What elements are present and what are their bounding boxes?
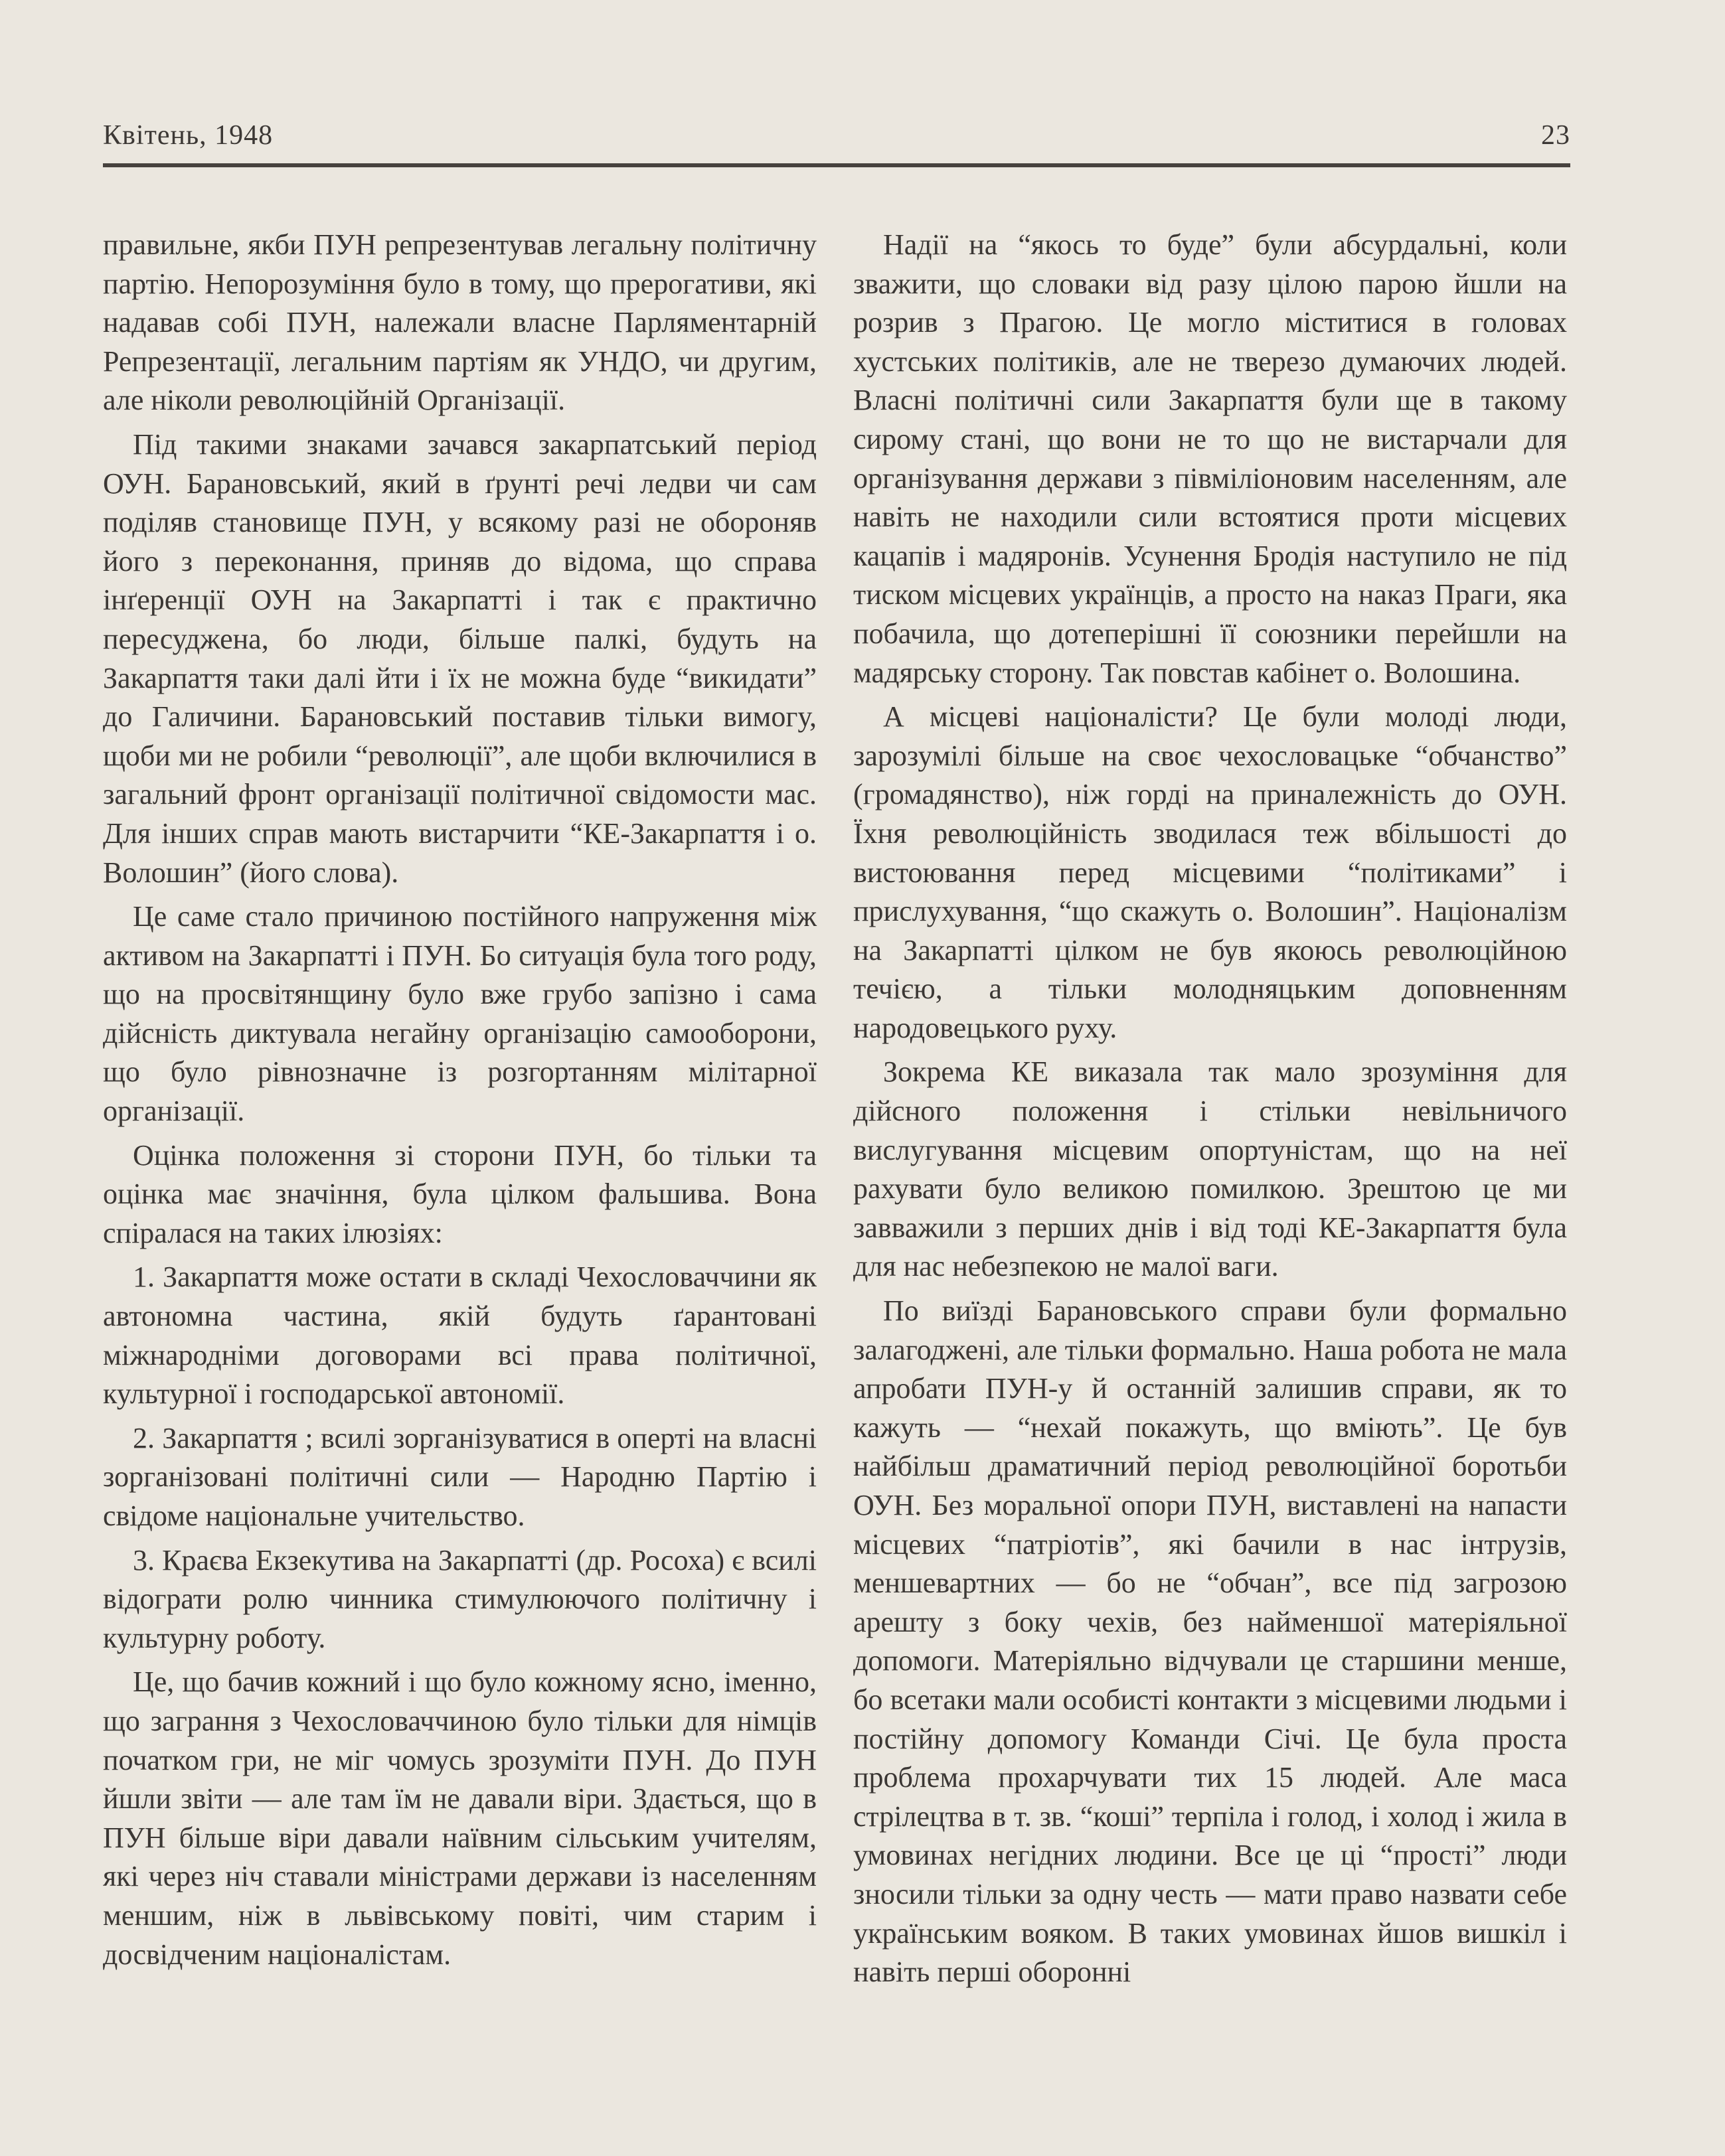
paragraph: правильне, якби ПУН репрезентував легальну політичну партію. Непорозуміння було в тому, що прерогативи, які надавав собі ПУН, належали власне Парляментарній Репрезентації, легальним партіям як УНДО, чи другим, але ніколи революційній Організації. xyxy=(103,228,817,417)
page-header xyxy=(103,119,1570,159)
list-item: 2. Закарпаття ; всилі зорганізуватися в оперті на власні зорганізовані політичні сили — Народню Партію і свідоме національне учительство. xyxy=(103,1421,817,1532)
header-rule xyxy=(103,163,1570,167)
paragraph: Це саме стало причиною постійного напруження між активом на Закарпатті і ПУН. Бо ситуація була того роду, що на просвітянщину було вже грубо запізно і сама дійсність диктувала негайну організацію самооборони, що було рівнозначне із розгортанням мілітарної організації. xyxy=(103,900,817,1128)
list-item: 3. Краєва Екзекутива на Закарпатті (др. Росоха) є всилі відограти ролю чинника стимулюючого політичну і культурну роботу. xyxy=(103,1543,817,1654)
paragraph: По виїзді Барановського справи були формально залагоджені, але тільки формально. Наша робота не мала апробати ПУН-у й останній залишив справи, як то кажуть — “нехай покажуть, що вміють”. Це був найбільш драматичний період революційної боротьби ОУН. Без моральної опори ПУН, виставлені на напасти місцевих “патріотів”, які бачили в нас інтрузів, меншевартних — бо не “обчан”, все під загрозою арешту з боку чехів, без найменшої матеріяльної допомоги. Матеріяльно відчували це старшини менше, бо всетаки мали особисті контакти з місцевими людьми і постійну допомогу Команди Січі. Це була проста проблема прохарчувати тих 15 людей. Але маса стрілецтва в т. зв. “коші” терпіла і голод, і холод і жила в умовинах негідних людини. Все це ці “прості” люди зносили тільки за одну честь — мати право назвати себе українським вояком. В таких умовинах йшов вишкіл і навіть перші оборонні xyxy=(853,1294,1567,1989)
right-column xyxy=(853,226,1567,1997)
header-date: Квітень, 1948 xyxy=(103,120,274,151)
paragraph: А місцеві націоналісти? Це були молоді люди, зарозумілі більше на своє чехословацьке “обчанство” (громадянство), ніж горді на приналежність до ОУН. Їхня революційність зводилася теж вбільшості до вистоювання перед місцевими “політиками” і прислухування, “що скажуть о. Волошин”. Націоналізм на Закарпатті цілком не був якоюсь революційною течією, а тільки молодняцьким доповненням народовецького руху. xyxy=(853,700,1567,1044)
paragraph: Оцінка положення зі сторони ПУН, бо тільки та оцінка має значіння, була цілком фальшива. Вона спіралася на таких ілюзіях: xyxy=(103,1138,817,1249)
page-number: 23 xyxy=(1541,120,1570,151)
list-item: 1. Закарпаття може остати в складі Чехословаччини як автономна частина, якій будуть ґарантовані міжнародніми договорами всі права політичної, культурної і господарської автономії. xyxy=(103,1261,817,1411)
paragraph: Надії на “якось то буде” були абсурдальні, коли зважити, що словаки від разу цілою парою йшли на розрив з Прагою. Це могло міститися в головах хустських політиків, але не тверезо думаючих людей. Власні політичні сили Закарпаття були ще в такому сирому стані, що вони не то що не вистарчали для організування держави з півміліоновим населенням, але навіть не находили сили встоятися проти місцевих кацапів і мадяронів. Усунення Бродія наступило не під тиском місцевих українців, а просто на наказ Праги, яка побачила, що дотеперішні її союзники перейшли на мадярську сторону. Так повстав кабінет о. Волошина. xyxy=(853,228,1567,689)
left-column xyxy=(103,226,817,1979)
paragraph: Зокрема КЕ виказала так мало зрозуміння для дійсного положення і стільки невільничого вислугування місцевим опортуністам, що на неї рахувати було великою помилкою. Зрештою це ми завважили з перших днів і від тоді КЕ-Закарпаття була для нас небезпекою не малої ваги. xyxy=(853,1055,1567,1283)
paragraph: Під такими знаками зачався закарпатський період ОУН. Барановський, який в ґрунті речі ледви чи сам поділяв становище ПУН, у всякому разі не обороняв його з переконання, приняв до відома, що справа інґеренції ОУН на Закарпатті і так є практично пересуджена, бо люди, більше палкі, будуть на Закарпаття таки далі йти і їх не можна буде “викидати” до Галичини. Барановський поставив тільки вимогу, щоби ми не робили “революції”, але щоби включилися в загальний фронт організації політичної свідомости мас. Для інших справ мають вистарчити “КЕ-Закарпаття і о. Волошин” (його слова). xyxy=(103,427,817,889)
paragraph: Це, що бачив кожний і що було кожному ясно, іменно, що заграння з Чехословаччиною було тільки для німців початком гри, не міг чомусь зрозуміти ПУН. До ПУН йшли звіти — але там їм не давали віри. Здається, що в ПУН більше віри давали наївним сільським учителям, які через ніч ставали міністрами держави із населенням меншим, ніж в львівському повіті, чим старим і досвідченим націоналістам. xyxy=(103,1665,817,1971)
